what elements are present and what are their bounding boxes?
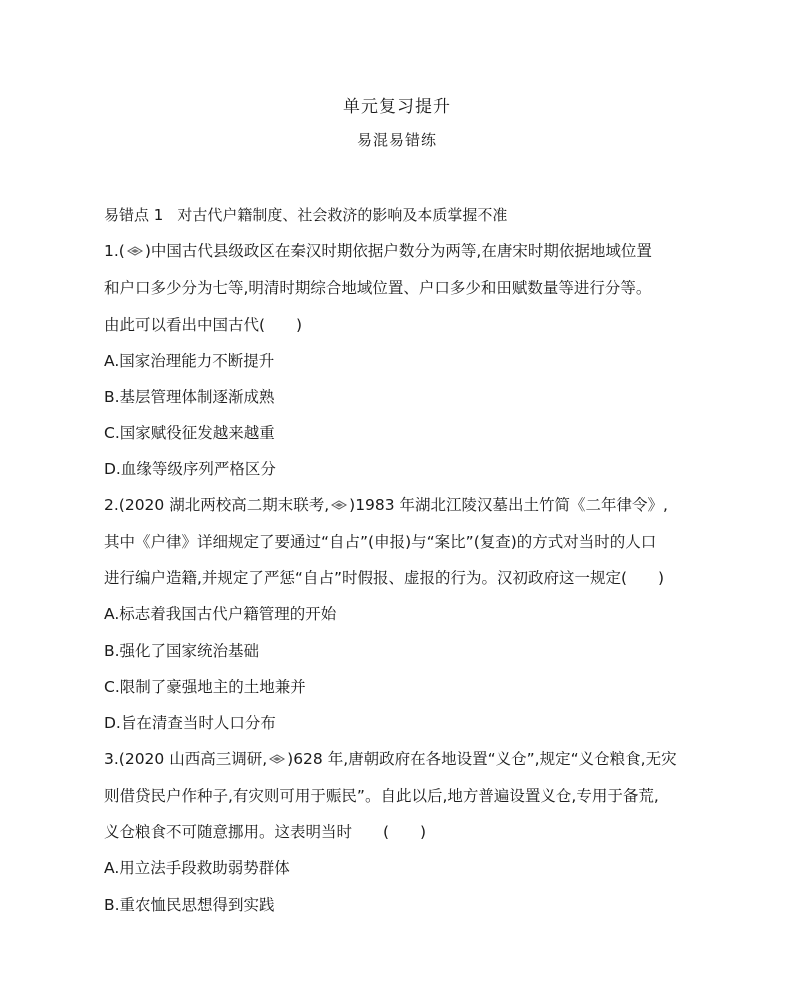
question-3-line-2: 则借贷民户作种子,有灾则可用于赈民”。自此以后,地方普遍设置义仓,专用于备荒, — [104, 787, 659, 805]
question-2-option-c[interactable]: C.限制了豪强地主的土地兼并 — [104, 678, 306, 696]
question-1-option-c[interactable]: C.国家赋役征发越来越重 — [104, 424, 275, 442]
section-heading — [104, 205, 507, 225]
question-1-option-a[interactable]: A.国家治理能力不断提升 — [104, 352, 275, 370]
question-2-option-b[interactable]: B.强化了国家统治基础 — [104, 642, 260, 660]
question-3-option-b[interactable]: B.重农恤民思想得到实践 — [104, 896, 275, 914]
question-2-line-1: 2.(2020 湖北两校高二期末联考, )1983 年湖北江陵汉墓出土竹简《二年律令》, — [104, 496, 668, 514]
difficulty-star-icon — [126, 245, 144, 257]
section-text: 对古代户籍制度、社会救济的影响及本质掌握不准 — [177, 206, 508, 224]
question-1-line-2: 和户口多少分为七等,明清时期综合地域位置、户口多少和田赋数量等进行分等。 — [104, 279, 652, 297]
question-1-line-1: 1.( )中国古代县级政区在秦汉时期依据户数分为两等,在唐宋时期依据地域位置 — [104, 242, 652, 260]
question-2-line-2: 其中《户律》详细规定了要通过“自占”(申报)与“案比”(复查)的方式对当时的人口 — [104, 533, 657, 551]
question-2-option-a[interactable]: A.标志着我国古代户籍管理的开始 — [104, 605, 337, 623]
page-subtitle: 易混易错练 — [356, 131, 437, 149]
question-1-option-b[interactable]: B.基层管理体制逐渐成熟 — [104, 388, 275, 406]
question-1-line-3: 由此可以看出中国古代( ) — [104, 316, 303, 334]
question-3-line-1: 3.(2020 山西高三调研, )628 年,唐朝政府在各地设置“义仓”,规定“义仓粮食,无灾 — [104, 750, 677, 768]
question-3-option-a[interactable]: A.用立法手段救助弱势群体 — [104, 859, 290, 877]
difficulty-star-icon — [268, 753, 286, 765]
question-3-line-3: 义仓粮食不可随意挪用。这表明当时 ( ) — [104, 823, 427, 841]
question-1-option-d[interactable]: D.血缘等级序列严格区分 — [104, 460, 276, 478]
page-title: 单元复习提升 — [343, 97, 451, 117]
question-2-option-d[interactable]: D.旨在清查当时人口分布 — [104, 714, 276, 732]
question-2-line-3: 进行编户造籍,并规定了严惩“自占”时假报、虚报的行为。汉初政府这一规定( ) — [104, 569, 665, 587]
difficulty-star-icon — [330, 499, 348, 511]
section-label: 易错点 1 — [104, 206, 164, 224]
